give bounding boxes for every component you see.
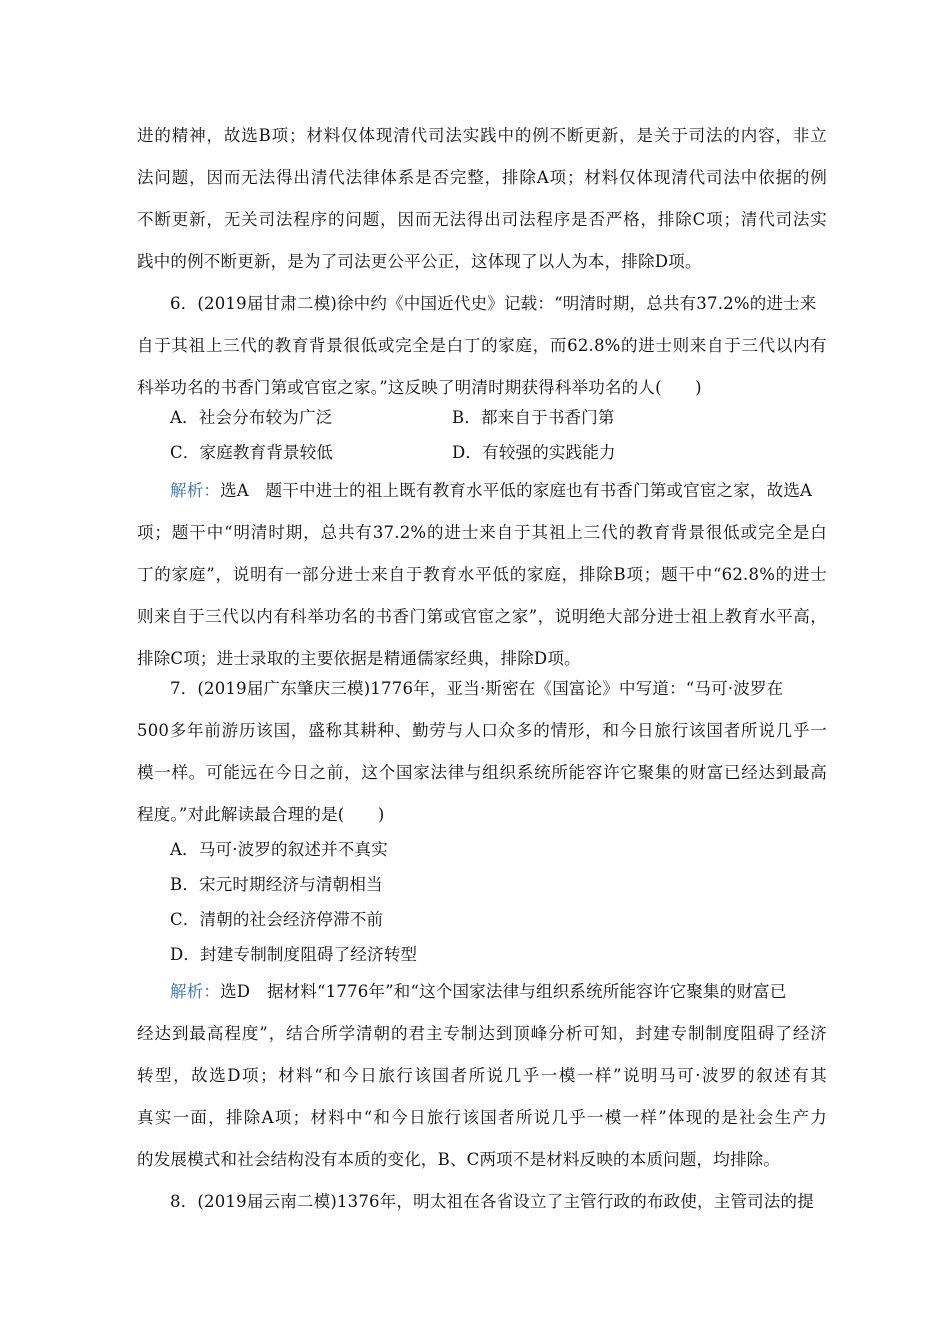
paragraph-line: 法问题，因而无法得出清代法律体系是否完整，排除A项；材料仅体现清代司法中依据的例 [137, 168, 827, 187]
q7-stem-line: 500多年前游历该国，盛称其耕种、勤劳与人口众多的情形，和今日旅行该国者所说几乎一 [137, 721, 827, 740]
q6-option-b: B．都来自于书香门第 [452, 408, 615, 427]
paragraph-line: 进的精神，故选B项；材料仅体现清代司法实践中的例不断更新，是关于司法的内容，非立 [137, 126, 827, 145]
q8-stem-line: 8．(2019届云南二模)1376年，明太祖在各省设立了主管行政的布政使，主管司法的提 [170, 1192, 814, 1211]
q7-stem-line: 程度。”对此解读最合理的是( ) [137, 805, 385, 824]
q7-stem-line: 7．(2019届广东肇庆三模)1776年，亚当·斯密在《国富论》中写道：“马可·波罗在 [170, 679, 784, 698]
paragraph-line: 践中的例不断更新，是为了司法更公平公正，这体现了以人为本，排除D项。 [137, 252, 702, 271]
q7-option-d: D．封建专制制度阻碍了经济转型 [170, 945, 418, 964]
q6-stem-line: 6．(2019届甘肃二模)徐中约《中国近代史》记载：“明清时期，总共有37.2%的进士来 [170, 294, 817, 313]
q7-analysis-line: 的发展模式和社会结构没有本质的变化，B、C两项不是材料反映的本质问题，均排除。 [137, 1150, 781, 1169]
q7-option-b: B．宋元时期经济与清朝相当 [170, 875, 383, 894]
q6-analysis-first-line [170, 479, 827, 503]
q6-analysis-line: 排除C项；进士录取的主要依据是精通儒家经典，排除D项。 [137, 649, 581, 668]
q6-stem-line: 科举功名的书香门第或官宦之家。”这反映了明清时期获得科举功名的人( ) [137, 378, 702, 397]
q6-option-d: D．有较强的实践能力 [452, 443, 616, 462]
q7-analysis-line: 转型，故选D项；材料“和今日旅行该国者所说几乎一模一样”说明马可·波罗的叙述有其 [137, 1066, 827, 1085]
q7-option-c: C．清朝的社会经济停滞不前 [170, 910, 384, 929]
q7-analysis-first-line [170, 980, 827, 1004]
analysis-label: 解析： [170, 982, 221, 1001]
q6-option-a: A．社会分布较为广泛 [170, 408, 333, 427]
q6-analysis-text: 选A 题干中进士的祖上既有教育水平低的家庭也有书香门第或官宦之家，故选A [220, 481, 813, 500]
q6-stem-line: 自于其祖上三代的教育背景很低或完全是白丁的家庭，而62.8%的进士则来自于三代以内有 [137, 336, 827, 355]
q6-option-c: C．家庭教育背景较低 [170, 443, 334, 462]
q6-analysis-line: 项；题干中“明清时期，总共有37.2%的进士来自于其祖上三代的教育背景很低或完全是白 [137, 523, 827, 542]
q7-analysis-line: 真实一面，排除A项；材料中“和今日旅行该国者所说几乎一模一样”体现的是社会生产力 [137, 1108, 827, 1127]
q7-analysis-line: 经达到最高程度”，结合所学清朝的君主专制达到顶峰分析可知，封建专制制度阻碍了经济 [137, 1024, 827, 1043]
q7-analysis-text: 选D 据材料“1776年”和“这个国家法律与组织系统所能容许它聚集的财富已 [220, 982, 787, 1001]
analysis-label: 解析： [170, 481, 221, 500]
q7-option-a: A．马可·波罗的叙述并不真实 [170, 840, 388, 859]
q6-analysis-line: 则来自于三代以内有科举功名的书香门第或官宦之家”，说明绝大部分进士祖上教育水平高， [137, 607, 827, 626]
paragraph-line: 不断更新，无关司法程序的问题，因而无法得出司法程序是否严格，排除C项；清代司法实 [137, 210, 827, 229]
q6-analysis-line: 丁的家庭”，说明有一部分进士来自于教育水平低的家庭，排除B项；题干中“62.8%的进士 [137, 565, 827, 584]
q7-stem-line: 模一样。可能远在今日之前，这个国家法律与组织系统所能容许它聚集的财富已经达到最高 [137, 763, 827, 782]
